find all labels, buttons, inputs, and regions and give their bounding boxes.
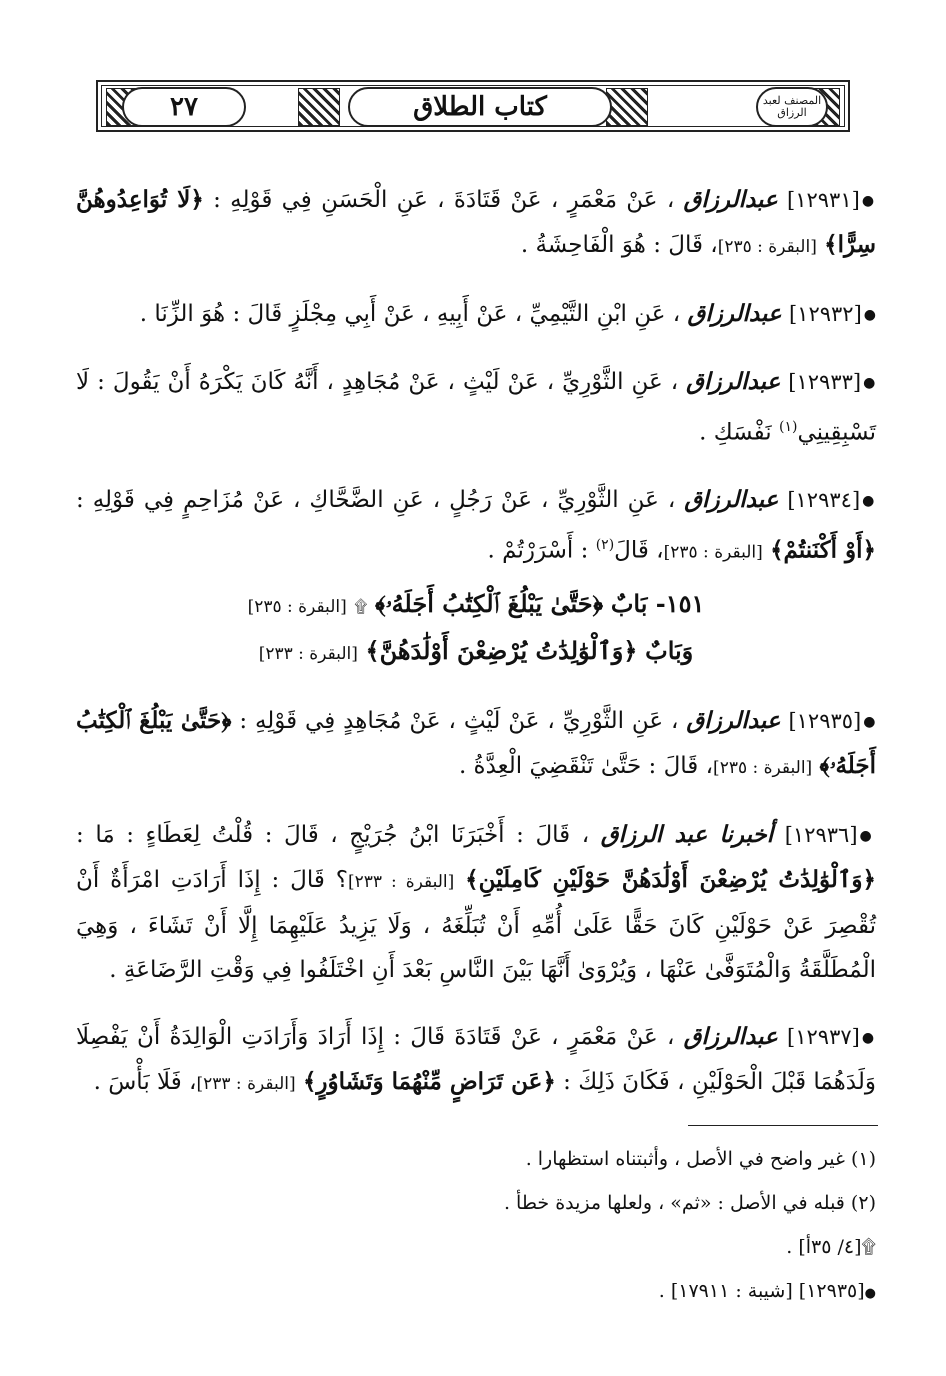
entry-number: [١٢٩٣٢] (788, 302, 862, 326)
bullet-icon: ● (863, 307, 876, 323)
entry-number: [١٢٩٣١] (787, 188, 860, 212)
narrator: عبدالرزاق (686, 707, 781, 735)
narrator: عبدالرزاق (683, 1023, 778, 1051)
hadith-entry (76, 813, 876, 992)
bullet-icon: ● (864, 1286, 876, 1301)
footnote: (١) غير واضح في الأصل ، وأثبتناه استظهارا . (525, 1148, 876, 1170)
footnote: (٢) قبله في الأصل : «ثم» ، ولعلها مزيدة خطأ . (503, 1192, 876, 1214)
entry-text: ، قَالَ (614, 537, 664, 564)
entry-text: : أَسْرَرْتُمْ . (487, 537, 589, 564)
entry-number: [١٢٩٣٧] (787, 1025, 860, 1050)
narrator: عبدالرزاق (684, 485, 779, 513)
entry-text: ، عَنِ الثَّوْرِيِّ ، عَنْ رَجُلٍ ، عَنِ الضَّحَّاكِ ، عَنْ مُزَاحِمٍ فِي قَوْلِهِ : (76, 486, 676, 513)
bullet-icon: ● (863, 714, 877, 731)
narrator: عبدالرزاق (683, 186, 778, 213)
entry-number: [١٢٩٣٤] (787, 487, 861, 512)
hadith-entry (76, 178, 876, 269)
bullet-icon: ● (861, 193, 877, 209)
bullet-icon: ● (862, 492, 876, 509)
entry-text: ، قَالَ : هُوَ الْفَاحِشَةُ . (520, 232, 718, 258)
verse-source: [البقرة : ٢٣٥] (713, 758, 813, 779)
hadith-entry (76, 292, 876, 337)
verse-source: [البقرة : ٢٣٥] (247, 597, 347, 618)
chapter-label: وَبَابٌ (645, 636, 694, 666)
quran-verse: ﴿لَا تُوَاعِدُوهُنَّ سِرًّا﴾ (76, 186, 876, 258)
cross-reference (76, 1272, 876, 1313)
chapter-heading (76, 582, 876, 676)
quran-verse: ﴿حَتَّىٰ يَبْلُغَ ٱلْكِتَٰبُ أَجَلَهُۥ﴾ (374, 589, 604, 619)
quran-verse: ﴿حَتَّىٰ يَبْلُغَ ٱلْكِتَٰبُ أَجَلَهُۥ﴾ (76, 707, 876, 780)
narrator: أخبرنا عبد الرزاق (600, 821, 774, 849)
chapter-label: ١٥١- بَابٌ (610, 589, 705, 619)
verse-source: [البقرة : ٢٣٣] (347, 872, 455, 893)
entry-text: نَفْسَكِ . (699, 419, 772, 446)
folio-mark-icon: ۩ (354, 597, 368, 618)
footnote-ref: (٢) (595, 536, 615, 553)
narrator: عبدالرزاق (686, 368, 781, 395)
hadith-entry (76, 1015, 876, 1106)
entry-number: [١٢٩٣٦] (784, 823, 858, 848)
verse-source: [البقرة : ٢٣٣] (196, 1074, 296, 1095)
entry-number: [١٢٩٣٥] (788, 709, 862, 734)
entry-text: ، عَنِ ابْنِ التَّيْمِيِّ ، عَنْ أَبِيهِ ، عَنْ أَبِي مِجْلَزٍ قَالَ : هُوَ الزِّنَا . (139, 301, 681, 327)
verse-source: [البقرة : ٢٣٥] (663, 542, 763, 563)
narrator: عبدالرزاق (687, 300, 782, 327)
footnotes (76, 1140, 876, 1319)
ornament (606, 88, 648, 126)
bullet-icon: ● (859, 828, 877, 845)
quran-verse: ﴿عَن تَرَاضٍ مِّنْهُمَا وَتَشَاوُرٍ﴾ (302, 1068, 556, 1096)
quran-verse: ﴿وَٱلْوَٰلِدَٰتُ يُرْضِعْنَ أَوْلَٰدَهُنَّ حَوْلَيْنِ كَامِلَيْنِ﴾ (465, 866, 877, 894)
entry-number: [١٢٩٣٣] (788, 370, 862, 394)
bullet-icon: ● (863, 375, 877, 391)
verse-source: [البقرة : ٢٣٣] (258, 644, 358, 665)
ornament (298, 88, 340, 126)
main-text (76, 155, 876, 1114)
book-title: كتاب الطلاق (348, 87, 612, 127)
footnote-ref: (١) (778, 419, 798, 435)
entry-text: ، عَنِ الثَّوْرِيِّ ، عَنْ لَيْثٍ ، عَنْ مُجَاهِدٍ ، أَنَّهُ كَانَ يَكْرَهُ أَنْ يَقُولَ : لَا تَسْبِقِينِي (76, 369, 876, 446)
quran-verse: ﴿وَٱلْوَٰلِدَٰتُ يُرْضِعْنَ أَوْلَٰدَهُنَّ﴾ (365, 636, 638, 666)
verse-source: [البقرة : ٢٣٥] (717, 237, 817, 257)
page-header (96, 80, 850, 132)
hadith-entry (76, 699, 876, 790)
footnote-divider (688, 1125, 878, 1126)
entry-text: ، عَنْ مَعْمَرٍ ، عَنْ قَتَادَةَ ، عَنِ الْحَسَنِ فِي قَوْلِهِ : (213, 187, 675, 213)
entry-text: ، عَنِ الثَّوْرِيِّ ، عَنْ لَيْثٍ ، عَنْ مُجَاهِدٍ فِي قَوْلِهِ : (239, 708, 679, 735)
folio-reference: ۩[٤/ ٣٥أ] . (786, 1236, 876, 1258)
page-number: ٢٧ (122, 87, 246, 127)
logo-seal: المصنف لعبد الرزاق (756, 87, 828, 127)
hadith-entry (76, 478, 876, 575)
entry-text: ، قَالَ : حَتَّىٰ تَنْقَضِيَ الْعِدَّةُ . (458, 753, 714, 780)
quran-verse: ﴿أَوْ أَكْنَنتُمْ﴾ (770, 536, 876, 564)
entry-text: ، فَلَا بَأْسَ . (93, 1069, 197, 1096)
hadith-entry (76, 360, 876, 455)
entry-text: ؟ قَالَ : إِذَا أَرَادَتِ امْرَأَةٌ أَنْ تُقْصِرَ عَنْ حَوْلَيْنِ كَانَ حَقًّا عَلَىٰ أُمِّهِ أَنْ تُبَلِّغَهُ ، وَلَا يَزِيدُ عَلَيْهِمَا إِلَّا أَنْ تَشَاءَ ، وَهِيَ الْمُطَلَّقَةُ وَالْمُتَوَفَّىٰ عَنْهَا ، وَيُرْوَىٰ أَنَّهَا بَيْنَ النَّاسِ بَعْدَ أَنِ اخْتَلَفُوا فِي وَقْتِ الرَّضَاعَةِ . (76, 867, 876, 984)
entry-text: ، عَنْ مَعْمَرٍ ، عَنْ قَتَادَةَ قَالَ : إِذَا أَرَادَ وَأَرَادَتِ الْوَالِدَةُ أَنْ يَفْصِلَا وَلَدَهُمَا قَبْلَ الْحَوْلَيْنِ ، فَكَانَ ذَلِكَ : (76, 1024, 876, 1096)
entry-text: ، قَالَ : أَخْبَرَنَا ابْنُ جُرَيْجٍ ، قَالَ : قُلْتُ لِعَطَاءٍ : مَا : (76, 822, 590, 849)
cross-reference-text: [١٢٩٣٥] [شيبة : ١٧٩١١] . (658, 1280, 865, 1302)
bullet-icon: ● (861, 1030, 877, 1047)
